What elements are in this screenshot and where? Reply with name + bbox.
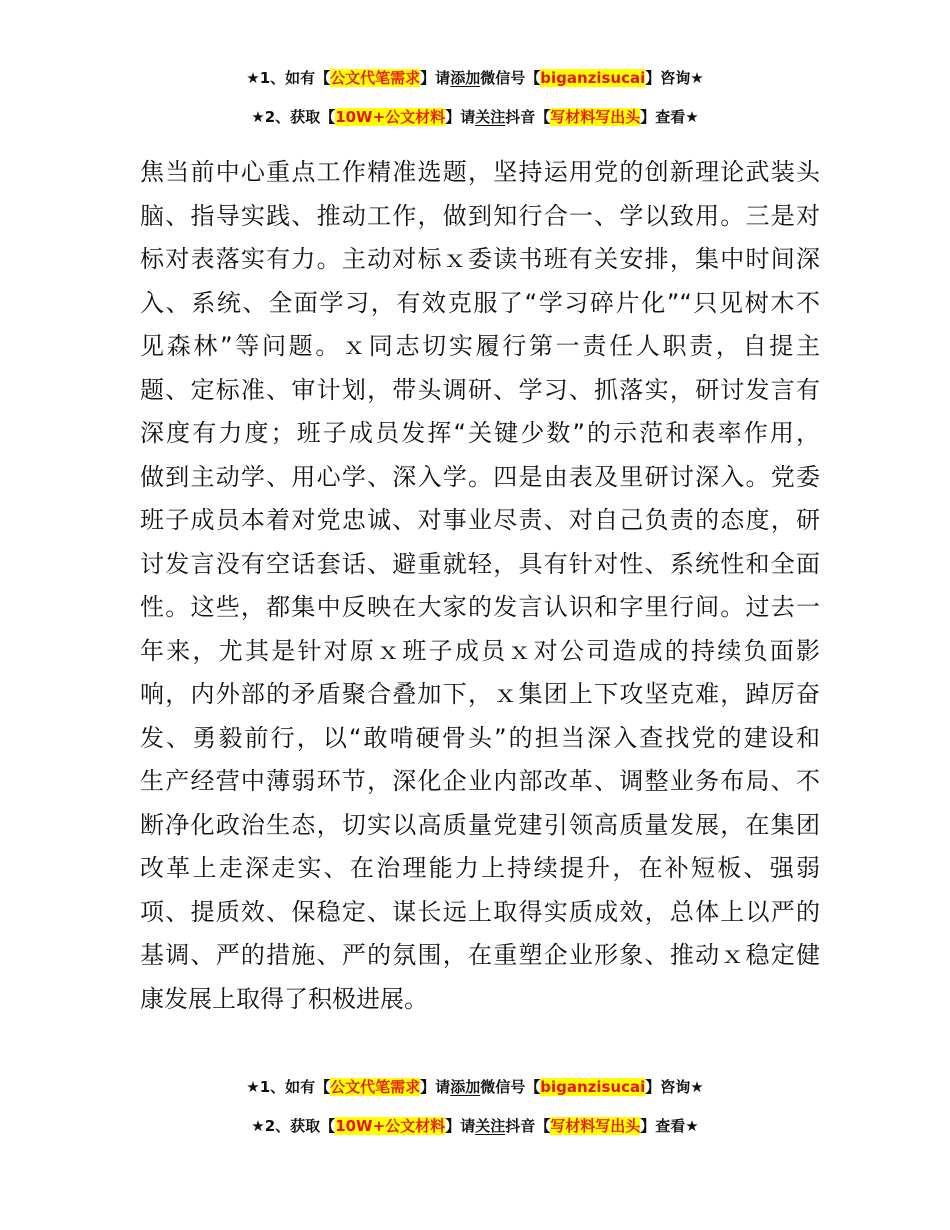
promo-highlight-materials: 10W+公文材料 [335,1117,446,1135]
promo-highlight-service: 公文代笔需求 [330,69,421,87]
body-line: 焦当前中心重点工作精准选题，坚持运用党的创新理论武装头 [140,158,820,186]
promo-suffix: 】咨询★ [645,69,704,87]
promo-highlight-materials: 10W+公文材料 [335,108,446,126]
promo-line-1-bottom [0,1076,950,1098]
body-line: 班子成员本着对党忠诚、对事业尽责、对自己负责的态度，研 [140,506,820,534]
body-line: 改革上走深走实、在治理能力上持续提升，在补短板、强弱 [140,854,820,882]
body-line: 断净化政治生态，切实以高质量党建引领高质量发展，在集团 [140,810,820,839]
promo-emphasis: 添加 [450,69,481,87]
promo-highlight-wechat-id: biganzisucai [540,1078,646,1096]
promo-text: 微信号【 [480,1078,541,1096]
promo-text: 】请 [420,1078,451,1096]
promo-highlight-douyin-account: 写材料写出头 [550,108,641,126]
body-line: 深度有力度；班子成员发挥“关键少数”的示范和表率作用， [140,419,820,447]
promo-emphasis: 关注 [475,108,506,126]
body-line: 做到主动学、用心学、深入学。四是由表及里研讨深入。党委 [140,462,820,491]
body-line: 发、勇毅前行，以“敢啃硬骨头”的担当深入查找党的建设和 [140,723,820,752]
body-line: 入、系统、全面学习，有效克服了“学习碎片化”“只见树木不 [140,288,820,317]
promo-line-1-top [0,67,950,89]
body-line: 标对表落实有力。主动对标ｘ委读书班有关安排，集中时间深 [140,245,820,273]
promo-prefix: ★1、如有【 [246,1078,331,1096]
body-line: 年来，尤其是针对原ｘ班子成员ｘ对公司造成的持续负面影 [140,636,820,665]
body-line: 见森林”等问题。ｘ同志切实履行第一责任人职责，自提主 [140,332,820,360]
promo-line-2-bottom [0,1115,950,1137]
body-line: 讨发言没有空话套话、避重就轻，具有针对性、系统性和全面 [140,549,820,578]
promo-prefix: ★1、如有【 [246,69,331,87]
promo-text: 抖音【 [505,108,551,126]
body-line: 生产经营中薄弱环节，深化企业内部改革、调整业务布局、不 [140,767,820,795]
promo-text: 】请 [420,69,451,87]
promo-text: 】请 [445,1117,476,1135]
promo-emphasis: 添加 [450,1078,481,1096]
document-body [140,151,820,1021]
body-line: 响，内外部的矛盾聚合叠加下，ｘ集团上下攻坚克难，踔厉奋 [140,680,820,708]
promo-highlight-douyin-account: 写材料写出头 [550,1117,641,1135]
promo-text: 微信号【 [480,69,541,87]
promo-highlight-wechat-id: biganzisucai [540,69,646,87]
promo-line-2-top [0,106,950,128]
body-line-last: 康发展上取得了积极进展。 [140,984,428,1013]
promo-prefix: ★2、获取【 [251,108,336,126]
body-line: 性。这些，都集中反映在大家的发言认识和字里行间。过去一 [140,593,820,621]
body-line: 脑、指导实践、推动工作，做到知行合一、学以致用。三是对 [140,201,820,230]
promo-text: 】请 [445,108,476,126]
promo-suffix: 】咨询★ [645,1078,704,1096]
promo-emphasis: 关注 [475,1117,506,1135]
promo-text: 抖音【 [505,1117,551,1135]
promo-highlight-service: 公文代笔需求 [330,1078,421,1096]
body-line: 项、提质效、保稳定、谋长远上取得实质成效，总体上以严的 [140,897,820,926]
promo-suffix: 】查看★ [640,108,699,126]
promo-prefix: ★2、获取【 [251,1117,336,1135]
body-line: 基调、严的措施、严的氛围，在重塑企业形象、推动ｘ稳定健 [140,941,820,969]
body-line: 题、定标准、审计划，带头调研、学习、抓落实，研讨发言有 [140,375,820,404]
promo-suffix: 】查看★ [640,1117,699,1135]
